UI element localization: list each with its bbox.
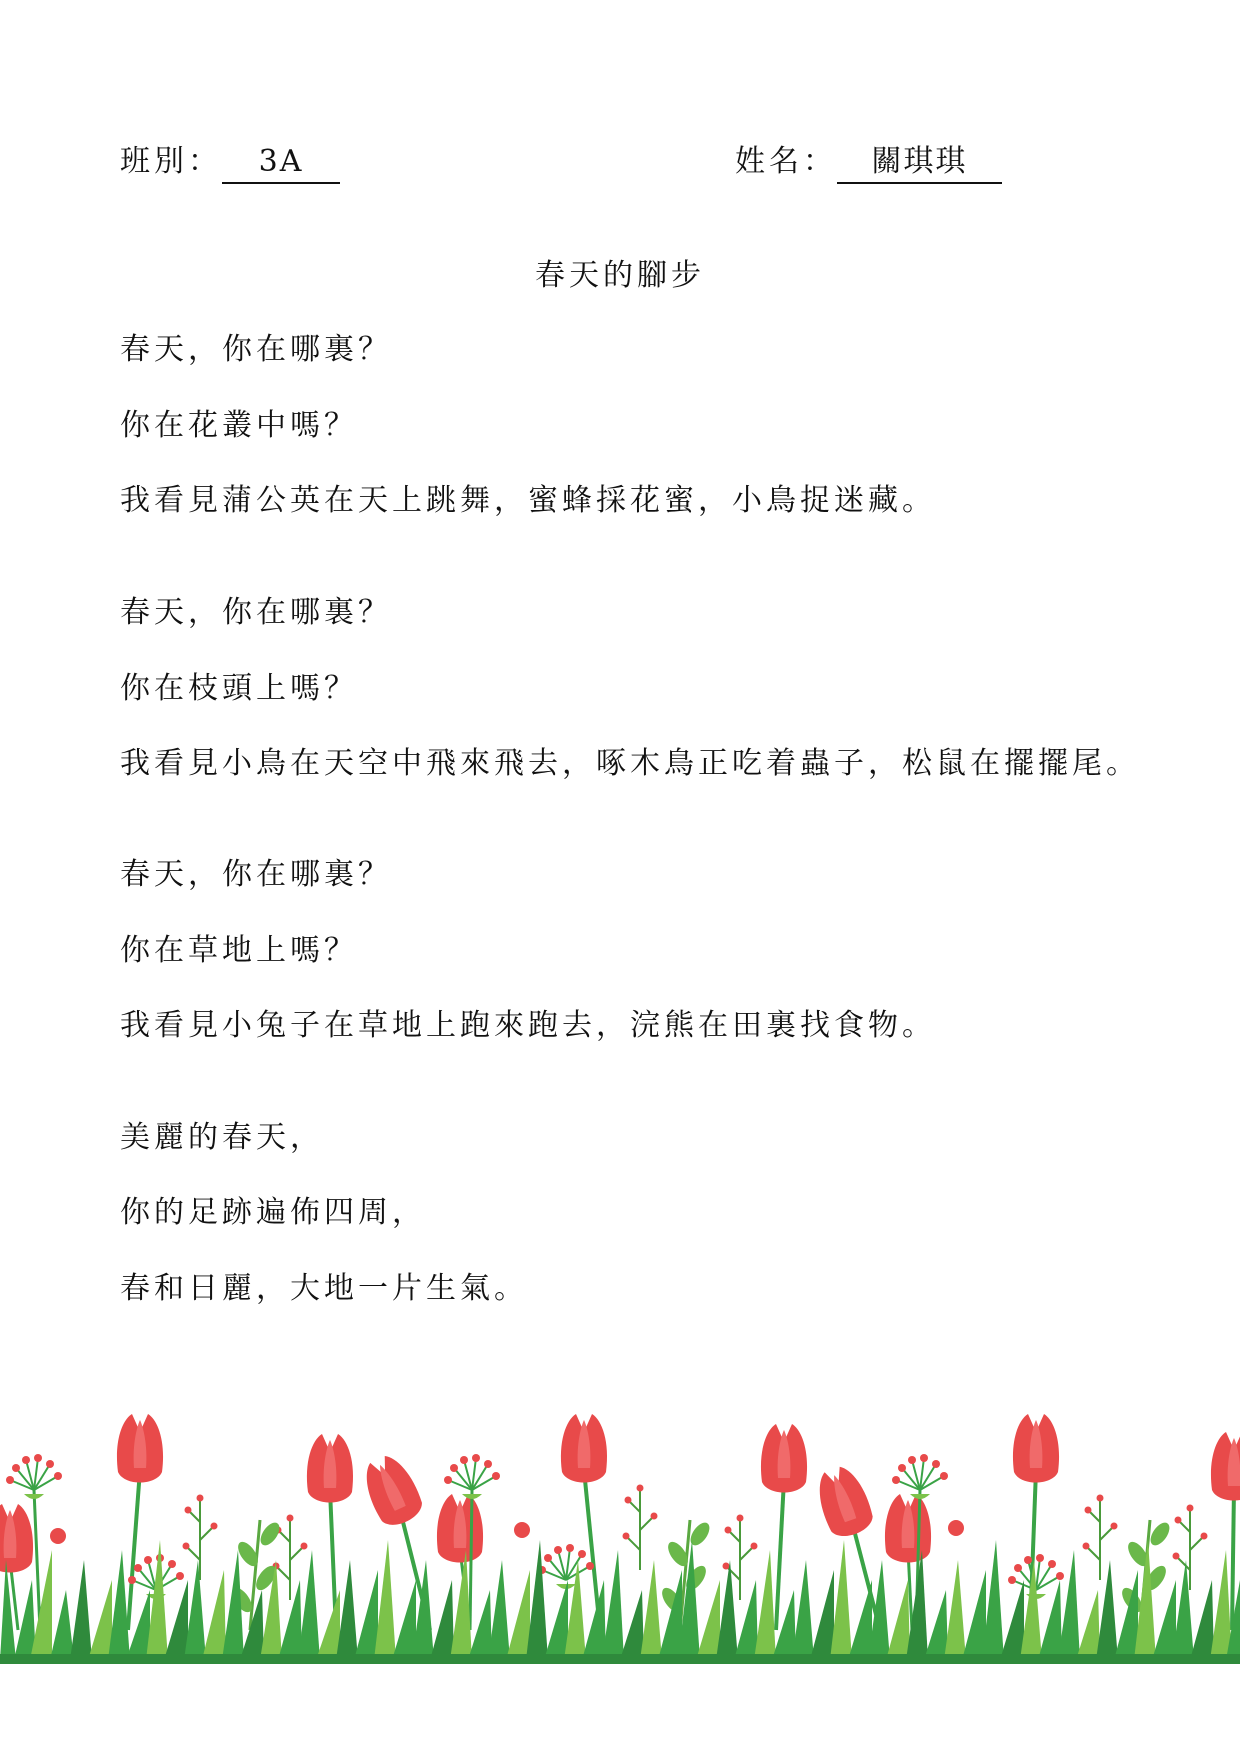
- class-field: [120, 140, 340, 184]
- poem-title: 春天的腳步: [535, 258, 705, 293]
- class-label: 班別：: [120, 144, 222, 179]
- poem-line: 春天，你在哪裏？: [120, 332, 392, 367]
- poem-line: 你在草地上嗎？: [120, 933, 358, 968]
- poem-line: 我看見小兔子在草地上跑來跑去，浣熊在田裏找食物。: [120, 1008, 936, 1043]
- poem-line: 春天，你在哪裏？: [120, 595, 392, 630]
- class-value: 3A: [222, 142, 340, 184]
- poem-line: 春和日麗，大地一片生氣。: [120, 1271, 528, 1306]
- poem-line: 美麗的春天，: [120, 1120, 324, 1155]
- name-value: 關琪琪: [837, 142, 1002, 184]
- name-field: [735, 140, 1002, 184]
- poem-line: 你在枝頭上嗎？: [120, 671, 358, 706]
- tulip-grass-border-icon: [0, 1410, 1240, 1670]
- name-label: 姓名：: [735, 144, 837, 179]
- poem-line: 我看見小鳥在天空中飛來飛去，啄木鳥正吃着蟲子，松鼠在擺擺尾。: [120, 746, 1140, 781]
- poem-line: 春天，你在哪裏？: [120, 857, 392, 892]
- poem-line: 你的足跡遍佈四周，: [120, 1195, 426, 1230]
- poem-line: 你在花叢中嗎？: [120, 408, 358, 443]
- poem-line: 我看見蒲公英在天上跳舞，蜜蜂採花蜜，小鳥捉迷藏。: [120, 483, 936, 518]
